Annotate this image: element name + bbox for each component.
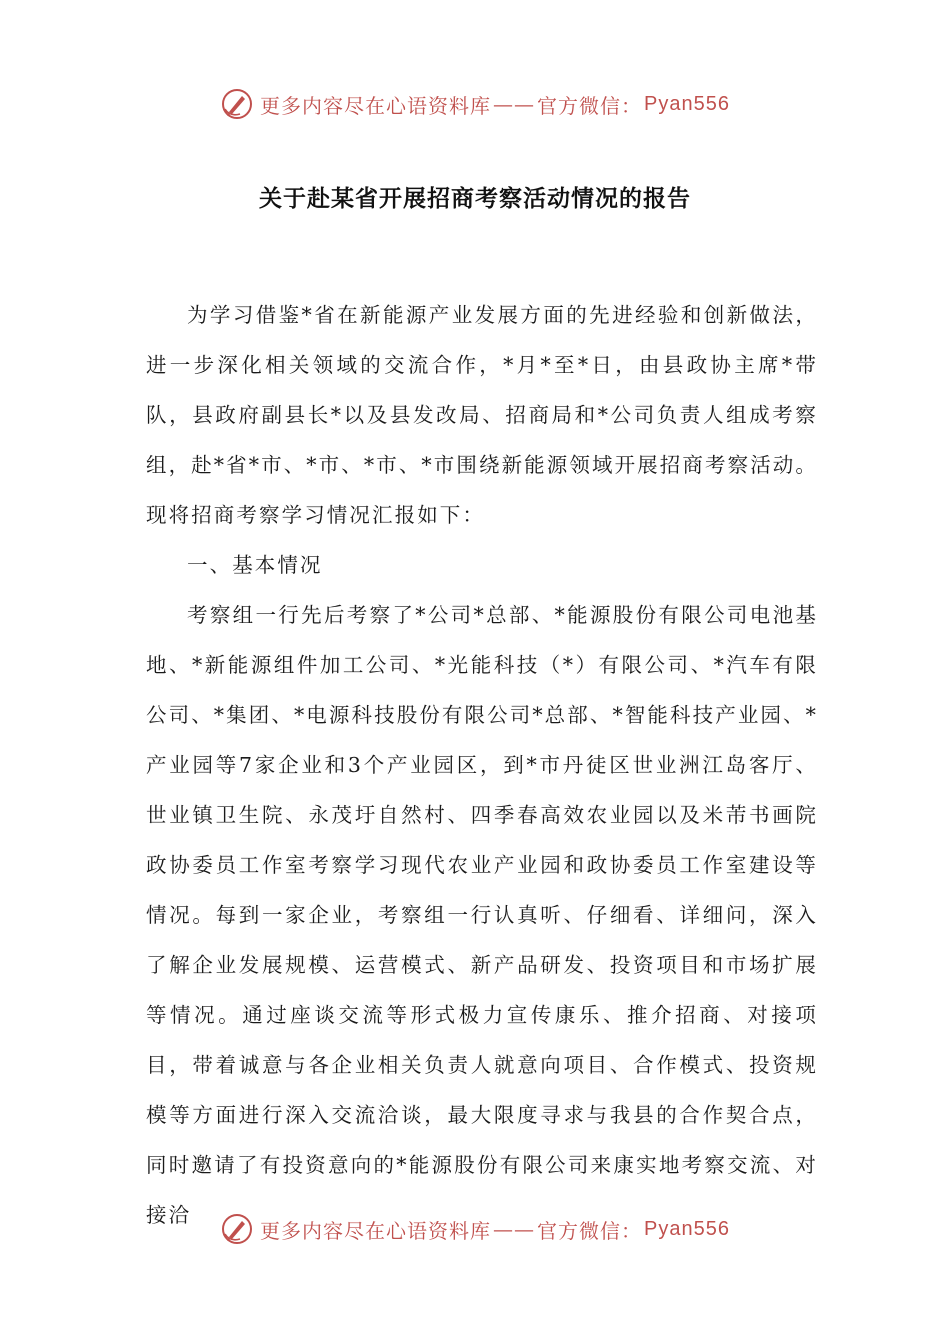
watermark-wechat-label: 官方微信： bbox=[537, 1218, 643, 1243]
watermark-wechat-id: Pyan556 bbox=[644, 1217, 730, 1240]
watermark-wechat-id: Pyan556 bbox=[644, 92, 730, 115]
watermark-banner-bottom bbox=[0, 1207, 950, 1251]
document-title: 关于赴某省开展招商考察活动情况的报告 bbox=[259, 185, 691, 212]
watermark-separator: —— bbox=[493, 92, 536, 116]
section-heading-basic-situation: 一、基本情况 bbox=[187, 553, 323, 577]
watermark-separator: —— bbox=[493, 1217, 536, 1241]
watermark-site-text: 更多内容尽在心语资料库 bbox=[260, 1218, 492, 1243]
paragraph-basic-situation: 考察组一行先后考察了*公司*总部、*能源股份有限公司电池基地、*新能源组件加工公司、*光能科技（*）有限公司、*汽车有限公司、*集团、*电源科技股份有限公司*总部、*智能科技产业园、*产业园等7家企业和3个产业园区，到*市丹徒区世业洲江岛客厅、世业镇卫生院、永茂圩自然村、四季春高效农业园以及米芾书画院政协委员工作室考察学习现代农业产业园和政协委员工作室建设等情况。每到一家企业，考察组一行认真听、仔细看、详细问，深入了解企业发展规模、运营模式、新产品研发、投资项目和市场扩展等情况。通过座谈交流等形式极力宣传康乐、推介招商、对接项目，带着诚意与各企业相关负责人就意向项目、合作模式、投资规模等方面进行深入交流洽谈，最大限度寻求与我县的合作契合点，同时邀请了有投资意向的*能源股份有限公司来康实地考察交流、对接洽 bbox=[146, 603, 818, 1227]
paragraph-intro: 为学习借鉴*省在新能源产业发展方面的先进经验和创新做法，进一步深化相关领域的交流合作，*月*至*日，由县政协主席*带队，县政府副县长*以及县发改局、招商局和*公司负责人组成考察组，赴*省*市、*市、*市、*市围绕新能源领域开展招商考察活动。现将招商考察学习情况汇报如下： bbox=[146, 303, 818, 527]
watermark-site-text: 更多内容尽在心语资料库 bbox=[260, 93, 492, 118]
watermark-banner-top bbox=[0, 82, 950, 126]
pen-logo-icon bbox=[220, 1212, 254, 1246]
watermark-wechat-label: 官方微信： bbox=[537, 93, 643, 118]
document-body bbox=[146, 290, 818, 1240]
pen-logo-icon bbox=[220, 87, 254, 121]
